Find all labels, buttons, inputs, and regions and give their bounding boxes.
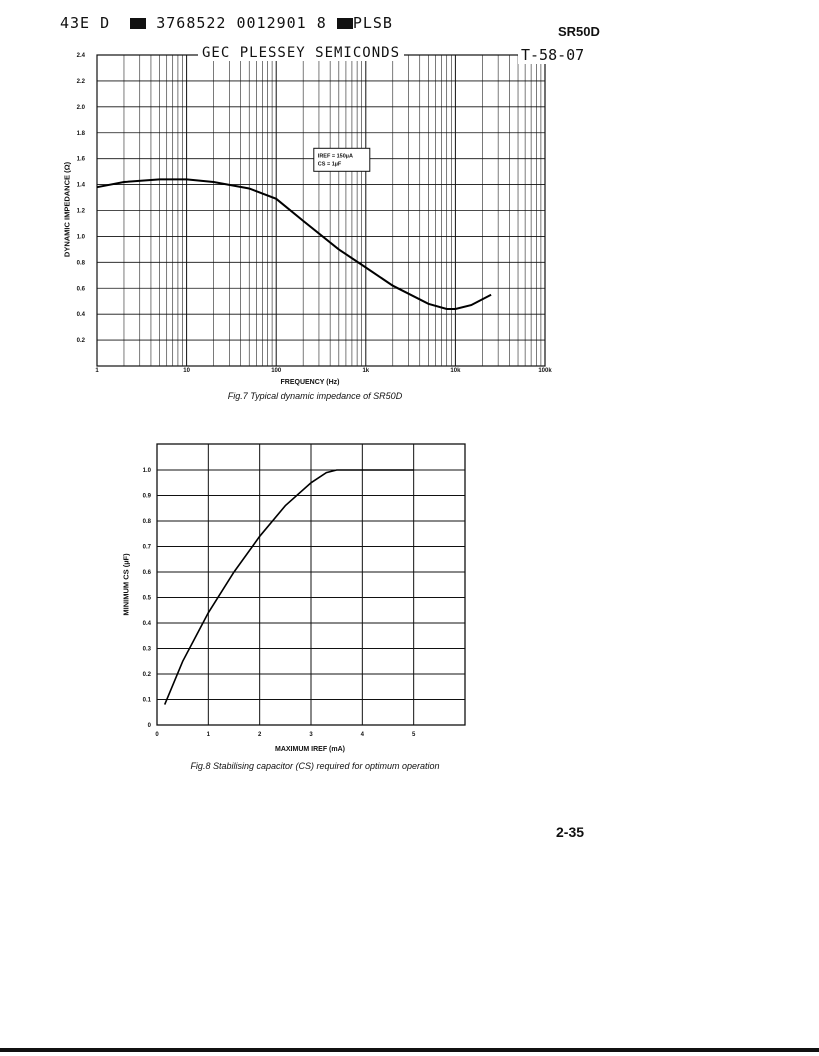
- part-number: SR50D: [558, 24, 600, 39]
- fig8-x-tick-label: 2: [257, 732, 262, 738]
- fig7-y-tick-label: 1.0: [76, 234, 85, 241]
- fig7-y-tick-label: 2.0: [76, 104, 85, 111]
- page-number: 2-35: [556, 824, 585, 840]
- fig7-x-tick-label: 1: [95, 368, 99, 374]
- manufacturer-stamp: GEC PLESSEY SEMICONDS: [198, 45, 404, 61]
- fig8-x-tick-label: 0: [155, 732, 159, 738]
- fig7-y-tick-label: 0.4: [76, 312, 85, 319]
- fig7-x-tick-label: 1k: [362, 368, 370, 374]
- fig8-y-tick-label: 1.0: [142, 468, 151, 474]
- fig8-y-tick-label: 0.6: [142, 570, 151, 576]
- fig8-y-tick-label: 0.9: [142, 493, 151, 500]
- fig8-x-tick-label: 3: [309, 732, 313, 738]
- fig8-y-tick-label: 0.4: [142, 621, 151, 627]
- fig7-y-tick-label: 1.4: [76, 182, 85, 189]
- fig8-y-tick-label: 0: [147, 723, 151, 729]
- fig7-x-tick-label: 10: [183, 368, 190, 374]
- fig7-ylabel: DYNAMIC IMPEDANCE (Ω): [62, 161, 72, 258]
- fig7-x-tick-label: 100k: [538, 368, 552, 374]
- code-suffix: PLSB: [352, 14, 393, 32]
- fig8-caption: Fig.8 Stabilising capacitor (CS) required for optimum operation: [190, 761, 440, 771]
- t-code-stamp: T-58-07: [518, 46, 587, 64]
- fig8-y-tick-label: 0.8: [142, 519, 151, 525]
- fig7-y-tick-label: 1.2: [76, 208, 85, 215]
- fig8-x-tick-label: 1: [206, 732, 211, 738]
- fig7-y-tick-label: 0.6: [76, 286, 85, 293]
- fig7-y-tick-label: 1.6: [76, 156, 85, 163]
- fig8-y-tick-label: 0.5: [142, 595, 151, 602]
- fig8-xlabel: MAXIMUM IREF (mA): [275, 746, 345, 753]
- code-number: 3768522 0012901 8: [156, 14, 327, 32]
- fig8-capacitance-curve: [165, 470, 414, 705]
- page-bottom-rule: [0, 1048, 819, 1052]
- fig8-x-tick-label: 5: [411, 732, 416, 738]
- fig7-y-tick-label: 2.2: [76, 78, 85, 85]
- fig7-y-tick-label: 0.8: [76, 260, 85, 267]
- fig8-y-tick-label: 0.1: [142, 697, 151, 704]
- fig8-y-tick-label: 0.3: [142, 646, 151, 653]
- fig7-y-tick-label: 2.4: [76, 53, 85, 59]
- fig8-x-tick-label: 4: [360, 732, 365, 738]
- fig7-annotation-box: [314, 148, 370, 171]
- code-prefix: 43E D: [60, 14, 111, 32]
- fig7-caption: Fig.7 Typical dynamic impedance of SR50D: [227, 391, 403, 401]
- fig7-x-tick-label: 100: [271, 368, 282, 374]
- fig7-xlabel: FREQUENCY (Hz): [280, 379, 340, 386]
- fig7-x-tick-label: 10k: [450, 368, 461, 374]
- fig8-y-tick-label: 0.2: [142, 672, 151, 678]
- fig8-ylabel: MINIMUM CS (µF): [121, 553, 131, 616]
- fig7-annotation-cs: CS = 1µF: [317, 161, 342, 168]
- fig7-annotation-iref: IREF = 150µA: [317, 153, 353, 160]
- fig7-y-tick-label: 0.2: [76, 338, 85, 345]
- fig7-y-tick-label: 1.8: [76, 130, 85, 137]
- fig8-y-tick-label: 0.7: [142, 544, 151, 551]
- fig7-impedance-curve: [97, 179, 491, 309]
